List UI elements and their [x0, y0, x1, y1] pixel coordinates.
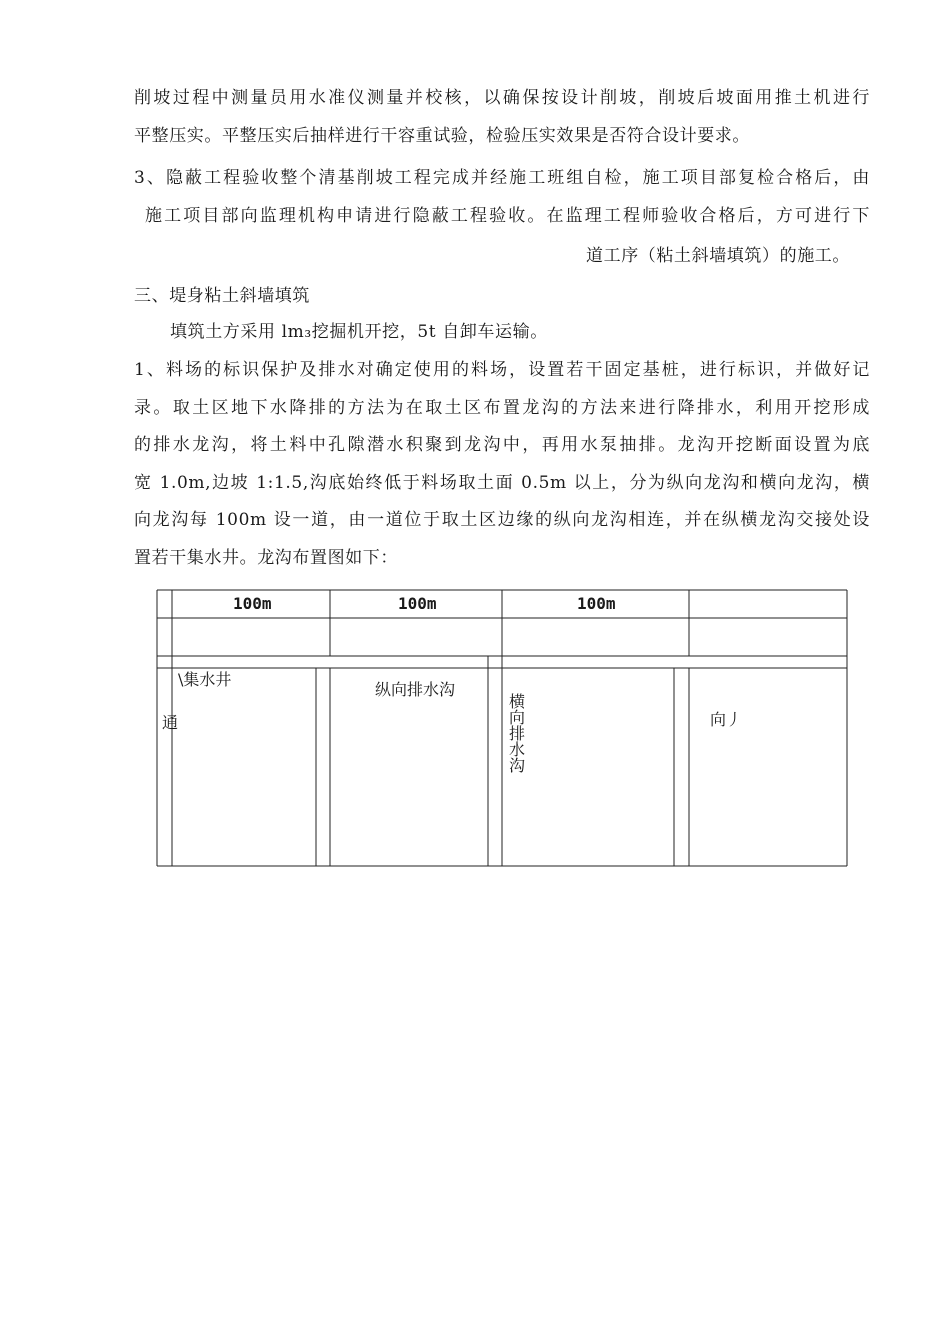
paragraph-line: 道工序（粘土斜墙填筑）的施工。 [586, 246, 850, 266]
paragraph-line: 施工项目部向监理机构申请进行隐蔽工程验收。在监理工程师验收合格后，方可进行下 [145, 206, 870, 226]
paragraph-line: 削坡过程中测量员用水准仪测量并校核，以确保按设计削坡，削坡后坡面用推土机进行 [134, 88, 870, 108]
transverse-ditch-label: 横向排水沟 [509, 692, 526, 775]
channel-side-label: 通 [162, 713, 179, 732]
paragraph-line: 宽 1.0m,边坡 1:1.5,沟底始终低于料场取土面 0.5m 以上，分为纵向龙沟和横向龙沟，横 [134, 473, 870, 493]
paragraph-line: 1、料场的标识保护及排水对确定使用的料场，设置若干固定基桩，进行标识，并做好记 [134, 360, 870, 380]
paragraph-line: 填筑土方采用 lm₃挖掘机开挖，5t 自卸车运输。 [170, 322, 548, 342]
paragraph-line: 3、隐蔽工程验收整个清基削坡工程完成并经施工班组自检，施工项目部复检合格后，由 [134, 168, 870, 188]
direction-label: 向丿 [710, 710, 743, 729]
distance-label: 100m [398, 594, 437, 613]
distance-label: 100m [233, 594, 272, 613]
paragraph-line: 平整压实。平整压实后抽样进行干容重试验，检验压实效果是否符合设计要求。 [134, 126, 750, 146]
paragraph-line: 向龙沟每 100m 设一道，由一道位于取土区边缘的纵向龙沟相连，并在纵横龙沟交接处设 [134, 510, 870, 530]
distance-label: 100m [577, 594, 616, 613]
paragraph-line: 置若干集水井。龙沟布置图如下： [134, 548, 398, 568]
paragraph-line: 录。取土区地下水降排的方法为在取土区布置龙沟的方法来进行降排水，利用开挖形成 [134, 398, 870, 418]
section-heading: 三、堤身粘土斜墙填筑 [134, 286, 310, 306]
well-label: \集水井 [178, 670, 232, 689]
longitudinal-ditch-label: 纵向排水沟 [375, 680, 456, 699]
paragraph-line: 的排水龙沟，将土料中孔隙潜水积聚到龙沟中，再用水泵抽排。龙沟开挖断面设置为底 [134, 435, 870, 455]
